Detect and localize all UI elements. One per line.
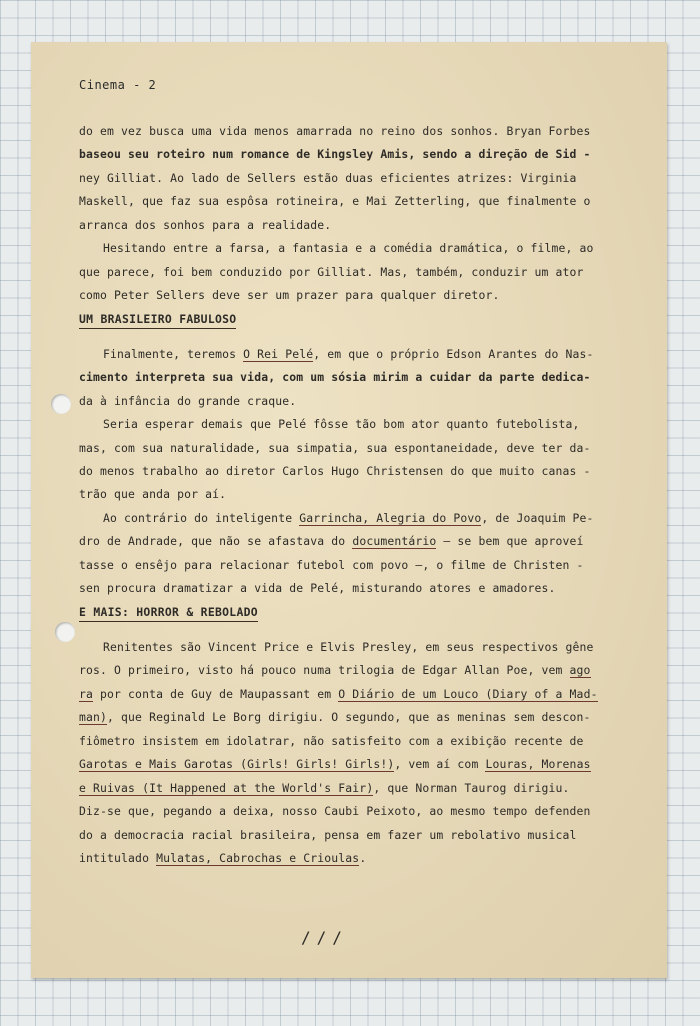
text-line: fiômetro insistem em idolatrar, não satisfeito com a exibição recente de <box>79 733 584 748</box>
text-span: Finalmente, teremos <box>103 346 244 361</box>
text-line: cimento interpreta sua vida, com um sósia mirim a cuidar da parte dedica- <box>79 370 591 385</box>
text-span: , de Joaquim Pe- <box>481 510 594 525</box>
text-line <box>79 659 635 682</box>
text-line: do menos trabalho ao diretor Carlos Hugo Christensen do que muito canas - <box>79 464 591 479</box>
end-mark: /// <box>301 928 348 947</box>
text-span: Ao contrário do inteligente <box>103 510 300 525</box>
text-line <box>79 507 635 530</box>
film-title: Garotas e Mais Garotas (Girls! Girls! Girls!) <box>79 757 395 772</box>
film-title: e Ruivas (It Happened at the World's Fair) <box>79 780 374 795</box>
text-line <box>79 343 635 366</box>
punch-hole-top <box>51 394 71 414</box>
text-line: Hesitando entre a farsa, a fantasia e a comédia dramática, o filme, ao <box>103 241 594 256</box>
text-span: , que Reginald Le Borg dirigiu. O segundo, que as meninas sem descon- <box>107 710 591 725</box>
document-body <box>79 120 635 870</box>
text-line: do a democracia racial brasileira, pensa em fazer um rebolativo musical <box>79 827 577 842</box>
text-line: do em vez busca uma vida menos amarrada no reino dos sonhos. Bryan Forbes <box>79 124 591 138</box>
text-span: . <box>359 850 367 865</box>
text-line: da à infância do grande craque. <box>79 393 297 408</box>
text-span: ros. O primeiro, visto há pouco numa trilogia de Edgar Allan Poe, vem <box>79 663 570 678</box>
text-line: ney Gilliat. Ao lado de Sellers estão duas eficientes atrizes: Virginia <box>79 170 577 185</box>
film-title: Garrincha, Alegria do Povo <box>299 510 482 525</box>
section-heading-brasileiro <box>79 308 635 331</box>
text-line <box>79 847 635 870</box>
text-line: baseou seu roteiro num romance de Kingsley Amis, sendo a direção de Sid - <box>79 147 591 162</box>
text-line: sen procura dramatizar a vida de Pelé, misturando atores e amadores. <box>79 581 556 596</box>
page-header: Cinema - 2 <box>79 78 157 92</box>
text-line <box>79 706 635 729</box>
text-line: trão que anda por aí. <box>79 487 227 502</box>
text-line <box>79 753 635 776</box>
text-span: dro de Andrade, que não se afastava do <box>79 534 353 549</box>
text-span: , em que o próprio Edson Arantes do Nas- <box>313 346 594 361</box>
text-line <box>79 777 635 800</box>
typewritten-page <box>31 42 667 978</box>
film-title: Louras, Morenas <box>485 757 591 772</box>
text-line: arranca dos sonhos para a realidade. <box>79 217 332 232</box>
text-line <box>79 530 635 553</box>
text-span: , que Norman Taurog dirigiu. <box>373 780 570 795</box>
film-title: Mulatas, Cabrochas e Crioulas <box>156 850 360 865</box>
section-heading-horror <box>79 601 635 624</box>
text-line: Seria esperar demais que Pelé fôsse tão bom ator quanto futebolista, <box>103 417 580 432</box>
film-title: man) <box>79 710 108 725</box>
section-heading-text: UM BRASILEIRO FABULOSO <box>79 310 236 329</box>
underlined-word: documentário <box>352 534 437 549</box>
punch-hole-bottom <box>55 622 75 642</box>
text-span: — se bem que aproveí <box>436 534 584 549</box>
underlined-word: ago <box>569 663 591 678</box>
text-line: Diz-se que, pegando a deixa, nosso Caubi Peixoto, ao mesmo tempo defenden <box>79 804 591 819</box>
section-heading-text: E MAIS: HORROR & REBOLADO <box>79 603 258 622</box>
text-line <box>79 683 635 706</box>
text-span: , vem aí com <box>394 757 486 772</box>
text-line: tasse o ensêjo para relacionar futebol com povo —, o filme de Christen - <box>79 557 584 572</box>
text-span: intitulado <box>79 850 157 865</box>
text-line: Renitentes são Vincent Price e Elvis Presley, em seus respectivos gêne <box>103 639 594 654</box>
text-line: Maskell, que faz sua espôsa rotineira, e Mai Zetterling, que finalmente o <box>79 194 591 209</box>
text-line: como Peter Sellers deve ser um prazer para qualquer diretor. <box>79 288 500 303</box>
film-title: O Rei Pelé <box>243 346 314 361</box>
text-line: que parece, foi bem conduzido por Gilliat. Mas, também, conduzir um ator <box>79 264 584 279</box>
text-span: por conta de Guy de Maupassant em <box>93 686 339 701</box>
underlined-word: ra <box>79 686 94 701</box>
text-line: mas, com sua naturalidade, sua simpatia, sua espontaneidade, deve ter da- <box>79 440 591 455</box>
film-title: O Diário de um Louco (Diary of a Mad- <box>338 686 598 701</box>
